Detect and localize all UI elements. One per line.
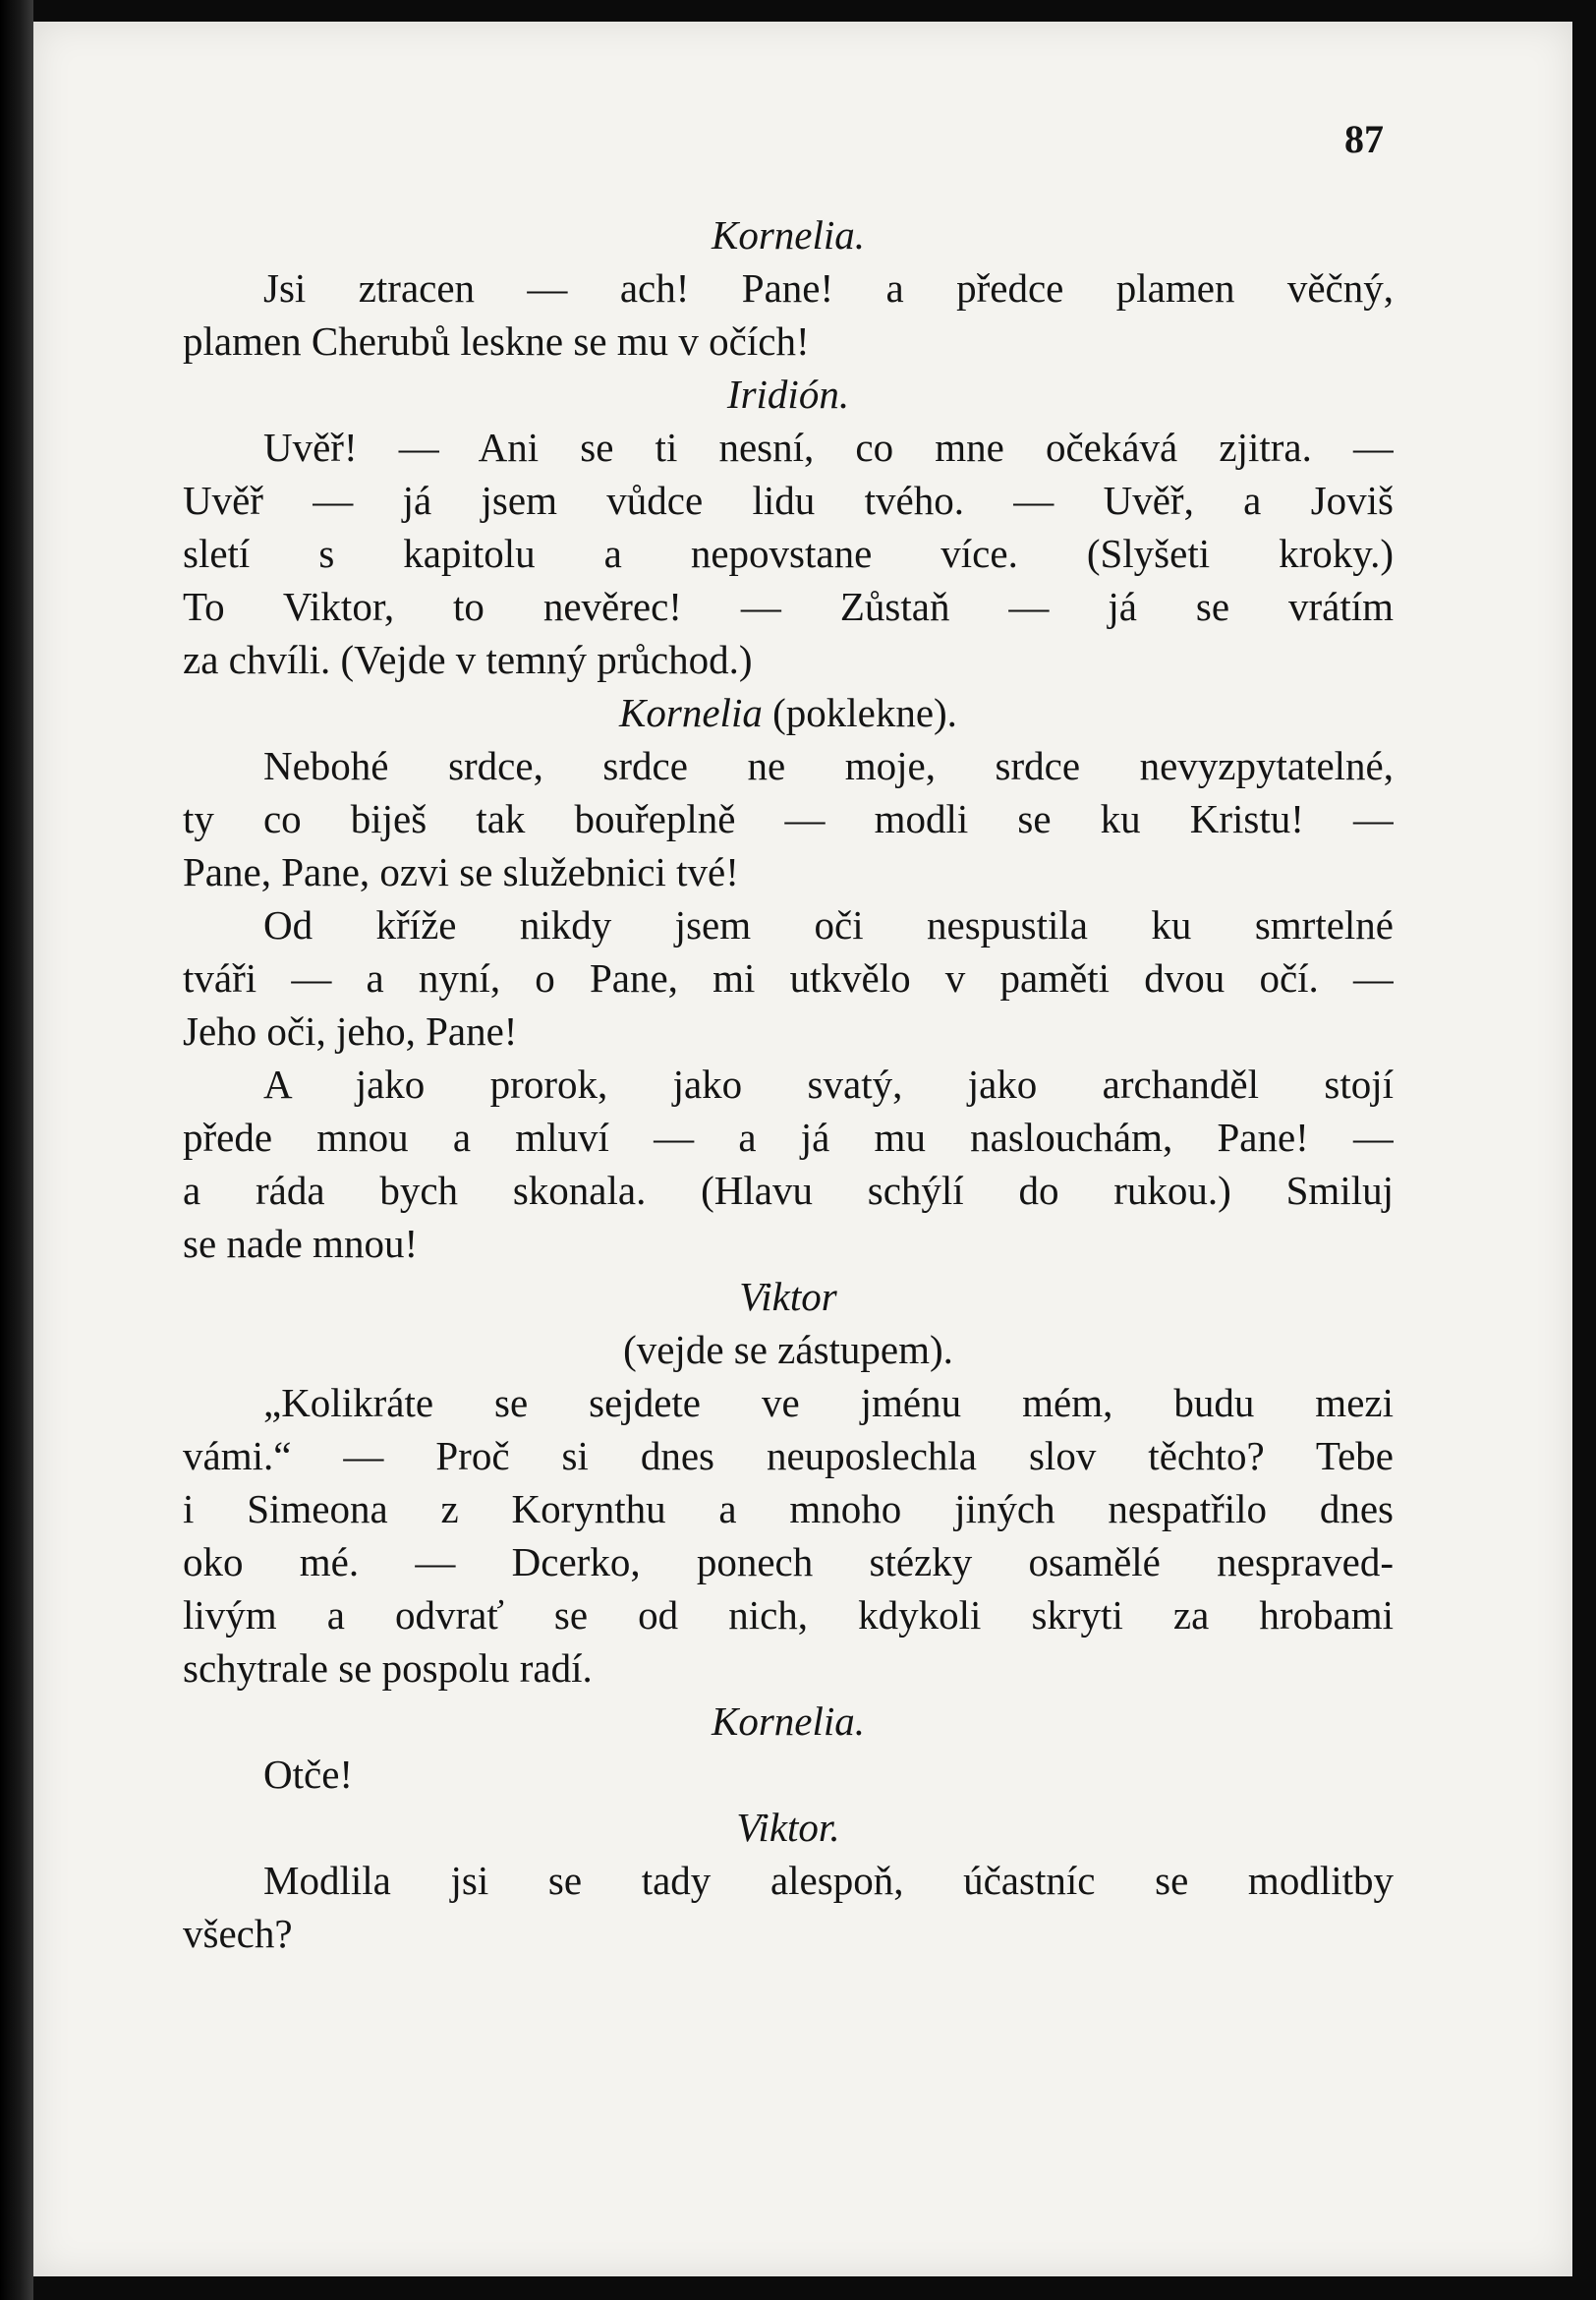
text-line: Otče!	[263, 1752, 354, 1797]
speaker-heading	[183, 686, 1394, 739]
text-line: tváři — a nyní, o Pane, mi utkvělo v paměti dvou očí. —	[183, 955, 1394, 1001]
speaker-name: Viktor.	[736, 1805, 840, 1850]
text-line: přede mnou a mluví — a já mu naslouchám, Pane! —	[183, 1115, 1394, 1160]
text-line: se nade mnou!	[183, 1221, 419, 1266]
text-line: všech?	[183, 1911, 293, 1956]
text-line: plamen Cherubů leskne se mu v očích!	[183, 318, 810, 364]
text-line: i Simeona z Korynthu a mnoho jiných nespatřilo dnes	[183, 1486, 1394, 1531]
text-line: A jako prorok, jako svatý, jako archanděl stojí	[263, 1062, 1394, 1107]
page-text	[183, 208, 1394, 1960]
book-binding-edge	[0, 0, 33, 2300]
text-line: Pane, Pane, ozvi se služebnici tvé!	[183, 849, 739, 894]
speaker-name: Kornelia	[619, 690, 763, 735]
text-line: a ráda bych skonala. (Hlavu schýlí do rukou.) Smiluj	[183, 1168, 1394, 1213]
stage-direction: (vejde se zástupem).	[623, 1327, 953, 1372]
speaker-name: Kornelia.	[711, 1698, 866, 1744]
text-line: Od kříže nikdy jsem oči nespustila ku smrtelné	[263, 902, 1394, 948]
speaker-heading	[183, 208, 1394, 261]
speaker-heading	[183, 1270, 1394, 1323]
speaker-name: Viktor	[739, 1274, 837, 1319]
text-line: vámi.“ — Proč si dnes neuposlechla slov těchto? Tebe	[183, 1433, 1394, 1478]
speaker-heading	[183, 1695, 1394, 1748]
text-line: Jeho oči, jeho, Pane!	[183, 1008, 518, 1054]
text-line: schytrale se pospolu radí.	[183, 1645, 593, 1691]
text-line: To Viktor, to nevěrec! — Zůstaň — já se vrátím	[183, 584, 1394, 629]
text-line: Modlila jsi se tady alespoň, účastníc se modlitby	[263, 1858, 1394, 1903]
stage-direction: (poklekne).	[762, 690, 957, 735]
speaker-heading	[183, 368, 1394, 421]
text-line: ty co biješ tak bouřeplně — modli se ku Kristu! —	[183, 796, 1394, 841]
page-number: 87	[1344, 117, 1384, 161]
speaker-name: Kornelia.	[711, 212, 866, 258]
text-line: Nebohé srdce, srdce ne moje, srdce nevyzpytatelné,	[263, 743, 1394, 788]
text-line: sletí s kapitolu a nepovstane více. (Slyšeti kroky.)	[183, 531, 1394, 576]
speaker-name: Iridión.	[726, 372, 850, 417]
text-line: livým a odvrať se od nich, kdykoli skryti za hrobami	[183, 1592, 1394, 1638]
text-line: Uvěř — já jsem vůdce lidu tvého. — Uvěř, a Joviš	[183, 478, 1394, 523]
text-line: Uvěř! — Ani se ti nesní, co mne očekává zjitra. —	[263, 425, 1394, 470]
text-line: za chvíli. (Vejde v temný průchod.)	[183, 637, 753, 682]
speaker-heading	[183, 1801, 1394, 1854]
text-line: „Kolikráte se sejdete ve jménu mém, budu mezi	[263, 1380, 1394, 1425]
text-line: oko mé. — Dcerko, ponech stézky osamělé nespraved-	[183, 1539, 1394, 1584]
text-line: Jsi ztracen — ach! Pane! a předce plamen věčný,	[263, 265, 1394, 311]
